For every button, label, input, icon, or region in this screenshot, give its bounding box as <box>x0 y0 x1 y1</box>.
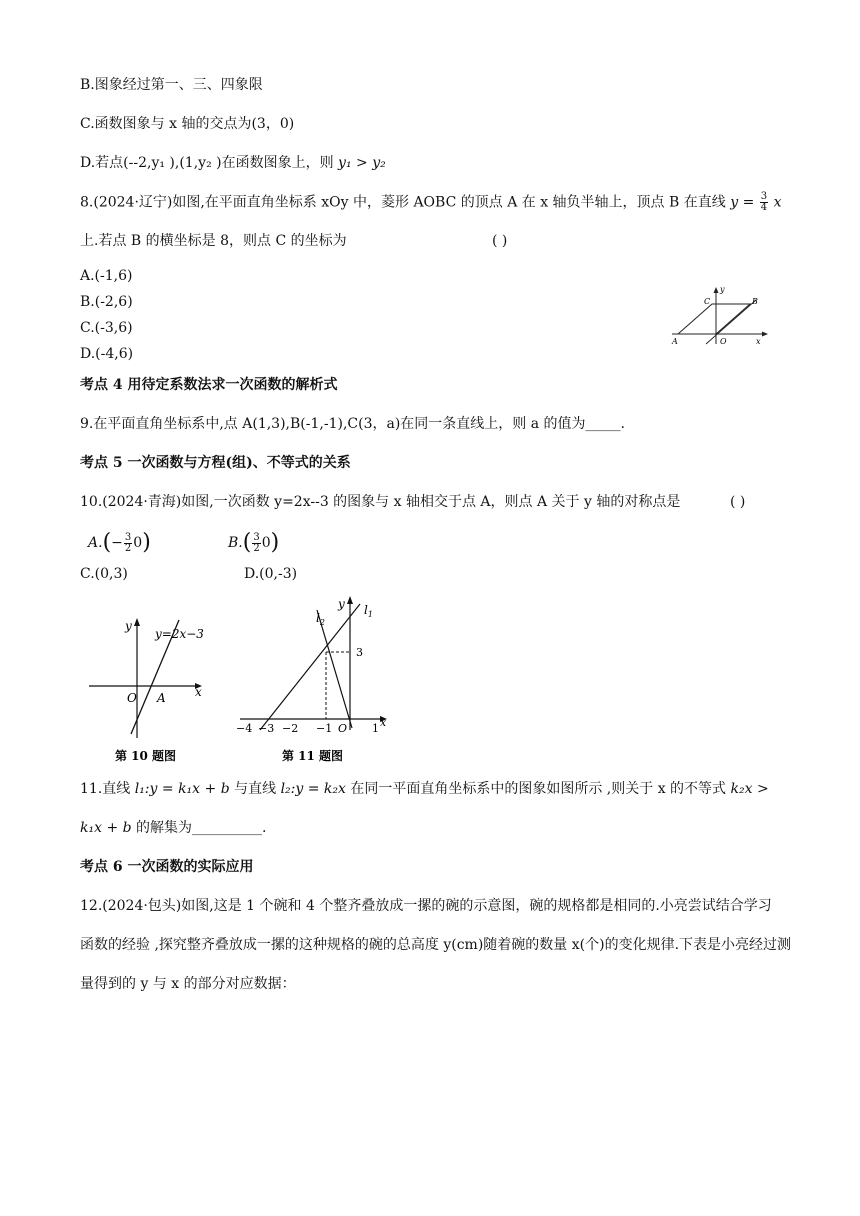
q12-stem-line3: 量得到的 y 与 x 的部分对应数据： <box>80 976 296 992</box>
q10-option-a-den: 2 <box>124 542 132 554</box>
q8-figure <box>668 284 772 350</box>
q10-stem: 10.(2024·青海)如图,一次函数 y=2x--3 的图象与 x 轴相交于点 A，则点 A 关于 y 轴的对称点是 <box>80 494 681 510</box>
fig11-label-3: 3 <box>356 646 363 659</box>
q11-math-ineq-left: k₂x > <box>730 781 769 797</box>
q10-option-a-label: A. <box>88 535 103 551</box>
q8-stem-line2: 上.若点 B 的横坐标是 8，则点 C 的坐标为 <box>80 233 347 249</box>
q11-stem-line2 <box>80 818 267 838</box>
q10-answer-bracket: ( ) <box>730 494 746 510</box>
fig10-label-a: A <box>157 691 166 705</box>
fig11-label-1: 1 <box>372 722 379 735</box>
fig10 <box>85 610 215 765</box>
q8-option-d: D.(-4,6) <box>80 346 134 362</box>
fig11 <box>232 592 397 767</box>
fig11-label-m2: −2 <box>282 722 299 735</box>
q8-stem-line1 <box>80 192 781 213</box>
q12-stem-line2: 函数的经验 ,探究整齐叠放成一摞的这种规格的碗的总高度 y(cm)随着碗的数量 x(个)的变化规律.下表是小亮经过测 <box>80 937 792 953</box>
q9-stem: 9.在平面直角坐标系中,点 A(1,3),B(-1,-1),C(3，a)在同一条直线上，则 a 的值为_____. <box>80 416 625 432</box>
q8-label-o: O <box>720 337 727 346</box>
q10-option-d: D.(0,-3) <box>244 566 298 582</box>
fig10-label-y: y <box>125 619 132 633</box>
q8-rhombus <box>678 304 750 334</box>
q10-option-c: C.(0,3) <box>80 566 128 582</box>
q11-math-ineq-right: k₁x + b <box>80 820 132 836</box>
q10-option-a-tail: 0 <box>133 535 143 551</box>
q8-label-y: y <box>720 285 725 294</box>
fig10-label-eq: y=2x−3 <box>155 627 204 641</box>
q8-answer-bracket: ( ) <box>492 233 508 249</box>
q8-option-a: A.(-1,6) <box>80 268 133 284</box>
fig11-y-arrow <box>347 596 353 604</box>
fig10-caption: 第 10 题图 <box>115 749 177 763</box>
q10-option-a: A.(− $\frac{3}{2}$ 0) <box>88 530 151 555</box>
keypoint-5-heading: 考点 5 一次函数与方程(组)、不等式的关系 <box>80 455 351 471</box>
q8-option-c: C.(-3,6) <box>80 320 133 336</box>
fig11-label-m3: −3 <box>258 722 275 735</box>
q10-option-a-minus: − <box>111 535 123 551</box>
q10-option-a-fraction <box>124 533 132 554</box>
q8-y-arrow <box>714 287 719 293</box>
q8-option-b: B.(-2,6) <box>80 294 133 310</box>
q8-eq-num: 3 <box>760 191 768 202</box>
fig11-caption: 第 11 题图 <box>282 749 344 763</box>
q7-option-d-math: y₁ > y₂ <box>338 155 386 171</box>
q8-label-x: x <box>756 337 761 346</box>
fig11-label-x: x <box>380 716 387 729</box>
q8-label-a: A <box>672 337 678 346</box>
q8-line-y34x <box>706 300 756 344</box>
q11-text-2: 与直线 <box>234 781 277 797</box>
q8-eq-x: x <box>773 194 782 211</box>
q8-eq-den: 4 <box>760 202 768 213</box>
q10-option-a-num: 3 <box>124 531 132 543</box>
fig11-label-o: O <box>338 722 348 735</box>
q8-x-arrow <box>762 332 768 337</box>
q11-math-l1: l₁:y = k₁x + b <box>134 781 230 797</box>
q7-option-b: B.图象经过第一、三、四象限 <box>80 77 263 93</box>
q11-math-l2: l₂:y = k₂x <box>280 781 346 797</box>
q8-stem-text: 8.(2024·辽宁)如图,在平面直角坐标系 xOy 中，菱形 AOBC 的顶点 A 在 x 轴负半轴上，顶点 B 在直线 <box>80 194 726 211</box>
fig11-label-y: y <box>338 597 345 611</box>
fig10-y-arrow <box>134 618 140 626</box>
fig11-label-l1: $l_1$ <box>364 603 373 619</box>
keypoint-4-heading: 考点 4 用待定系数法求一次函数的解析式 <box>80 377 338 393</box>
q10-option-b-label: B. <box>228 535 243 551</box>
fig10-label-x: x <box>195 685 202 699</box>
q10-option-b-num: 3 <box>253 531 260 543</box>
q7-option-c: C.函数图象与 x 轴的交点为(3，0) <box>80 116 295 132</box>
fig11-label-l2: $l_2$ <box>316 611 325 627</box>
q11-text-3: 在同一平面直角坐标系中的图象如图所示 ,则关于 x 的不等式 <box>350 781 727 797</box>
q11-text-1: 11.直线 <box>80 781 131 797</box>
fig11-label-m1: −1 <box>316 722 333 735</box>
q7-option-d <box>80 153 386 173</box>
fig11-line-l1 <box>260 604 360 730</box>
q7-option-d-text: D.若点(--2,y₁ ),(1,y₂ )在函数图象上，则 <box>80 155 334 171</box>
q8-label-b: B <box>752 297 758 306</box>
q10-option-b-tail: 0 <box>261 535 271 551</box>
q10-option-b-fraction <box>252 533 260 554</box>
q8-label-c: C <box>704 297 711 306</box>
q8-eq-fraction <box>760 192 768 213</box>
q11-text-4: 的解集为__________. <box>136 820 267 836</box>
q10-option-b: B.( $\frac{3}{2}$ 0) <box>228 530 280 555</box>
fig10-label-o: O <box>127 691 137 705</box>
q11-stem-line1 <box>80 779 769 799</box>
fig11-label-m4: −4 <box>236 722 253 735</box>
fig11-line-l2 <box>317 610 352 728</box>
q12-stem-line1: 12.(2024·包头)如图,这是 1 个碗和 4 个整齐叠放成一摞的碗的示意图，碗的规格都是相同的.小亮尝试结合学习 <box>80 898 772 914</box>
q10-option-b-den: 2 <box>253 542 260 554</box>
q8-eq-y: y = <box>730 194 755 211</box>
keypoint-6-heading: 考点 6 一次函数的实际应用 <box>80 859 254 875</box>
